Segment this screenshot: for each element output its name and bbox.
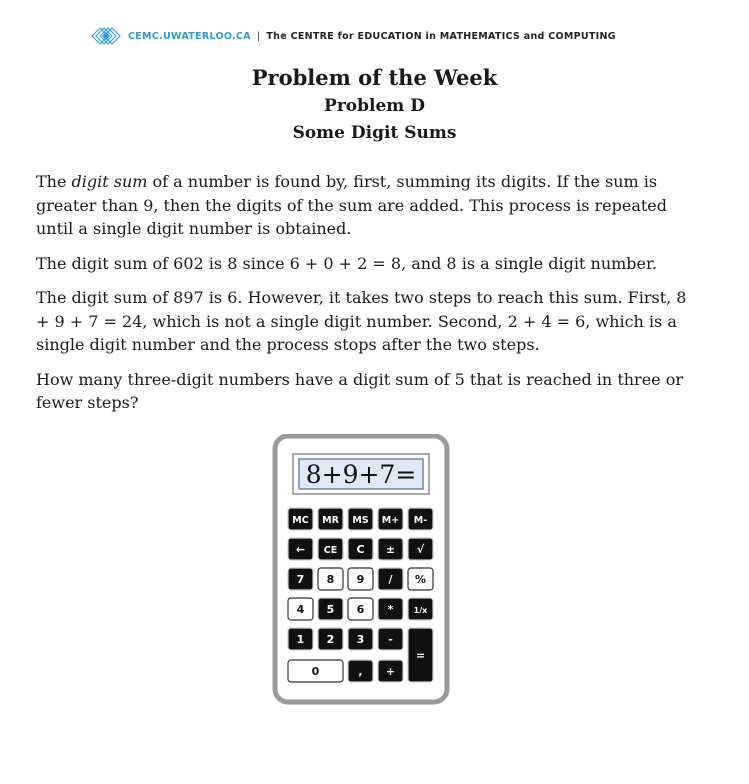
title-block — [0, 64, 749, 146]
calc-key-4-2-label: 3 — [356, 633, 365, 646]
calc-key-1-3-label: ± — [385, 543, 396, 556]
organization-line — [128, 31, 616, 42]
paragraph-definition: The digit sum of a number is found by, first, summing its digits. If the sum is greater than 9, then the digits of the sum are added. This process is repeated until a single digit number is obtained. — [36, 172, 667, 238]
calc-key-plus-label: + — [385, 665, 396, 678]
calc-key-equals-label: = — [415, 649, 426, 662]
calc-key-zero-label: 0 — [311, 665, 320, 678]
problem-text — [36, 170, 696, 426]
calc-key-1-2-label: C — [356, 543, 365, 556]
problem-level: Problem D — [324, 96, 425, 116]
calc-key-0-0-label: MC — [292, 515, 309, 526]
calc-key-3-1-label: 5 — [326, 603, 335, 616]
calc-key-3-0-label: 4 — [296, 603, 305, 616]
calc-key-0-2-label: MS — [352, 515, 369, 526]
calc-key-2-2-label: 9 — [356, 573, 365, 586]
problem-name: Some Digit Sums — [292, 123, 457, 143]
paragraph-example-602: The digit sum of 602 is 8 since 6 + 0 + 2 = 8, and 8 is a single digit number. — [36, 253, 657, 273]
calc-key-3-2-label: 6 — [356, 603, 365, 616]
centre-name: The CENTRE for EDUCATION in MATHEMATICS and COMPUTING — [266, 30, 616, 42]
paragraph-example-897: The digit sum of 897 is 6. However, it takes two steps to reach this sum. First, 8 + 9 + 7 = 24, which is not a single digit number. Second, 2 + 4 = 6, which is a single digit number and the process stops after the two steps. — [36, 288, 687, 354]
calc-key-0-3-label: M+ — [381, 515, 400, 526]
calc-key-1-1-label: CE — [323, 545, 338, 556]
page-header — [90, 22, 616, 50]
calc-key-4-0-label: 1 — [296, 633, 305, 646]
paragraph-question: How many three-digit numbers have a digit sum of 5 that is reached in three or fewer steps? — [36, 369, 683, 412]
calc-key-2-0-label: 7 — [296, 573, 305, 586]
calc-key-4-3-label: - — [388, 633, 393, 646]
calc-key-1-0-label: ← — [295, 543, 306, 556]
calculator-illustration — [272, 434, 450, 706]
calc-key-1-4-label: √ — [416, 543, 425, 556]
calc-key-2-4-label: % — [414, 573, 427, 586]
calc-key-4-1-label: 2 — [326, 633, 335, 646]
site-url[interactable]: CEMC.UWATERLOO.CA — [128, 30, 251, 42]
calc-key-0-1-label: MR — [322, 515, 339, 526]
calculator-display-text: 8+9+7= — [305, 460, 417, 489]
header-separator: | — [256, 30, 261, 42]
term-digit-sum: digit sum — [71, 172, 148, 191]
cemc-logo-icon — [90, 22, 122, 50]
calc-key-2-1-label: 8 — [326, 573, 335, 586]
calc-key-comma-label: , — [358, 665, 363, 678]
calc-key-3-4-label: 1/x — [413, 606, 428, 615]
calc-key-0-4-label: M- — [413, 515, 428, 526]
calc-key-2-3-label: / — [388, 573, 393, 586]
page-title: Problem of the Week — [251, 65, 498, 90]
calc-key-3-3-label: * — [387, 603, 394, 616]
